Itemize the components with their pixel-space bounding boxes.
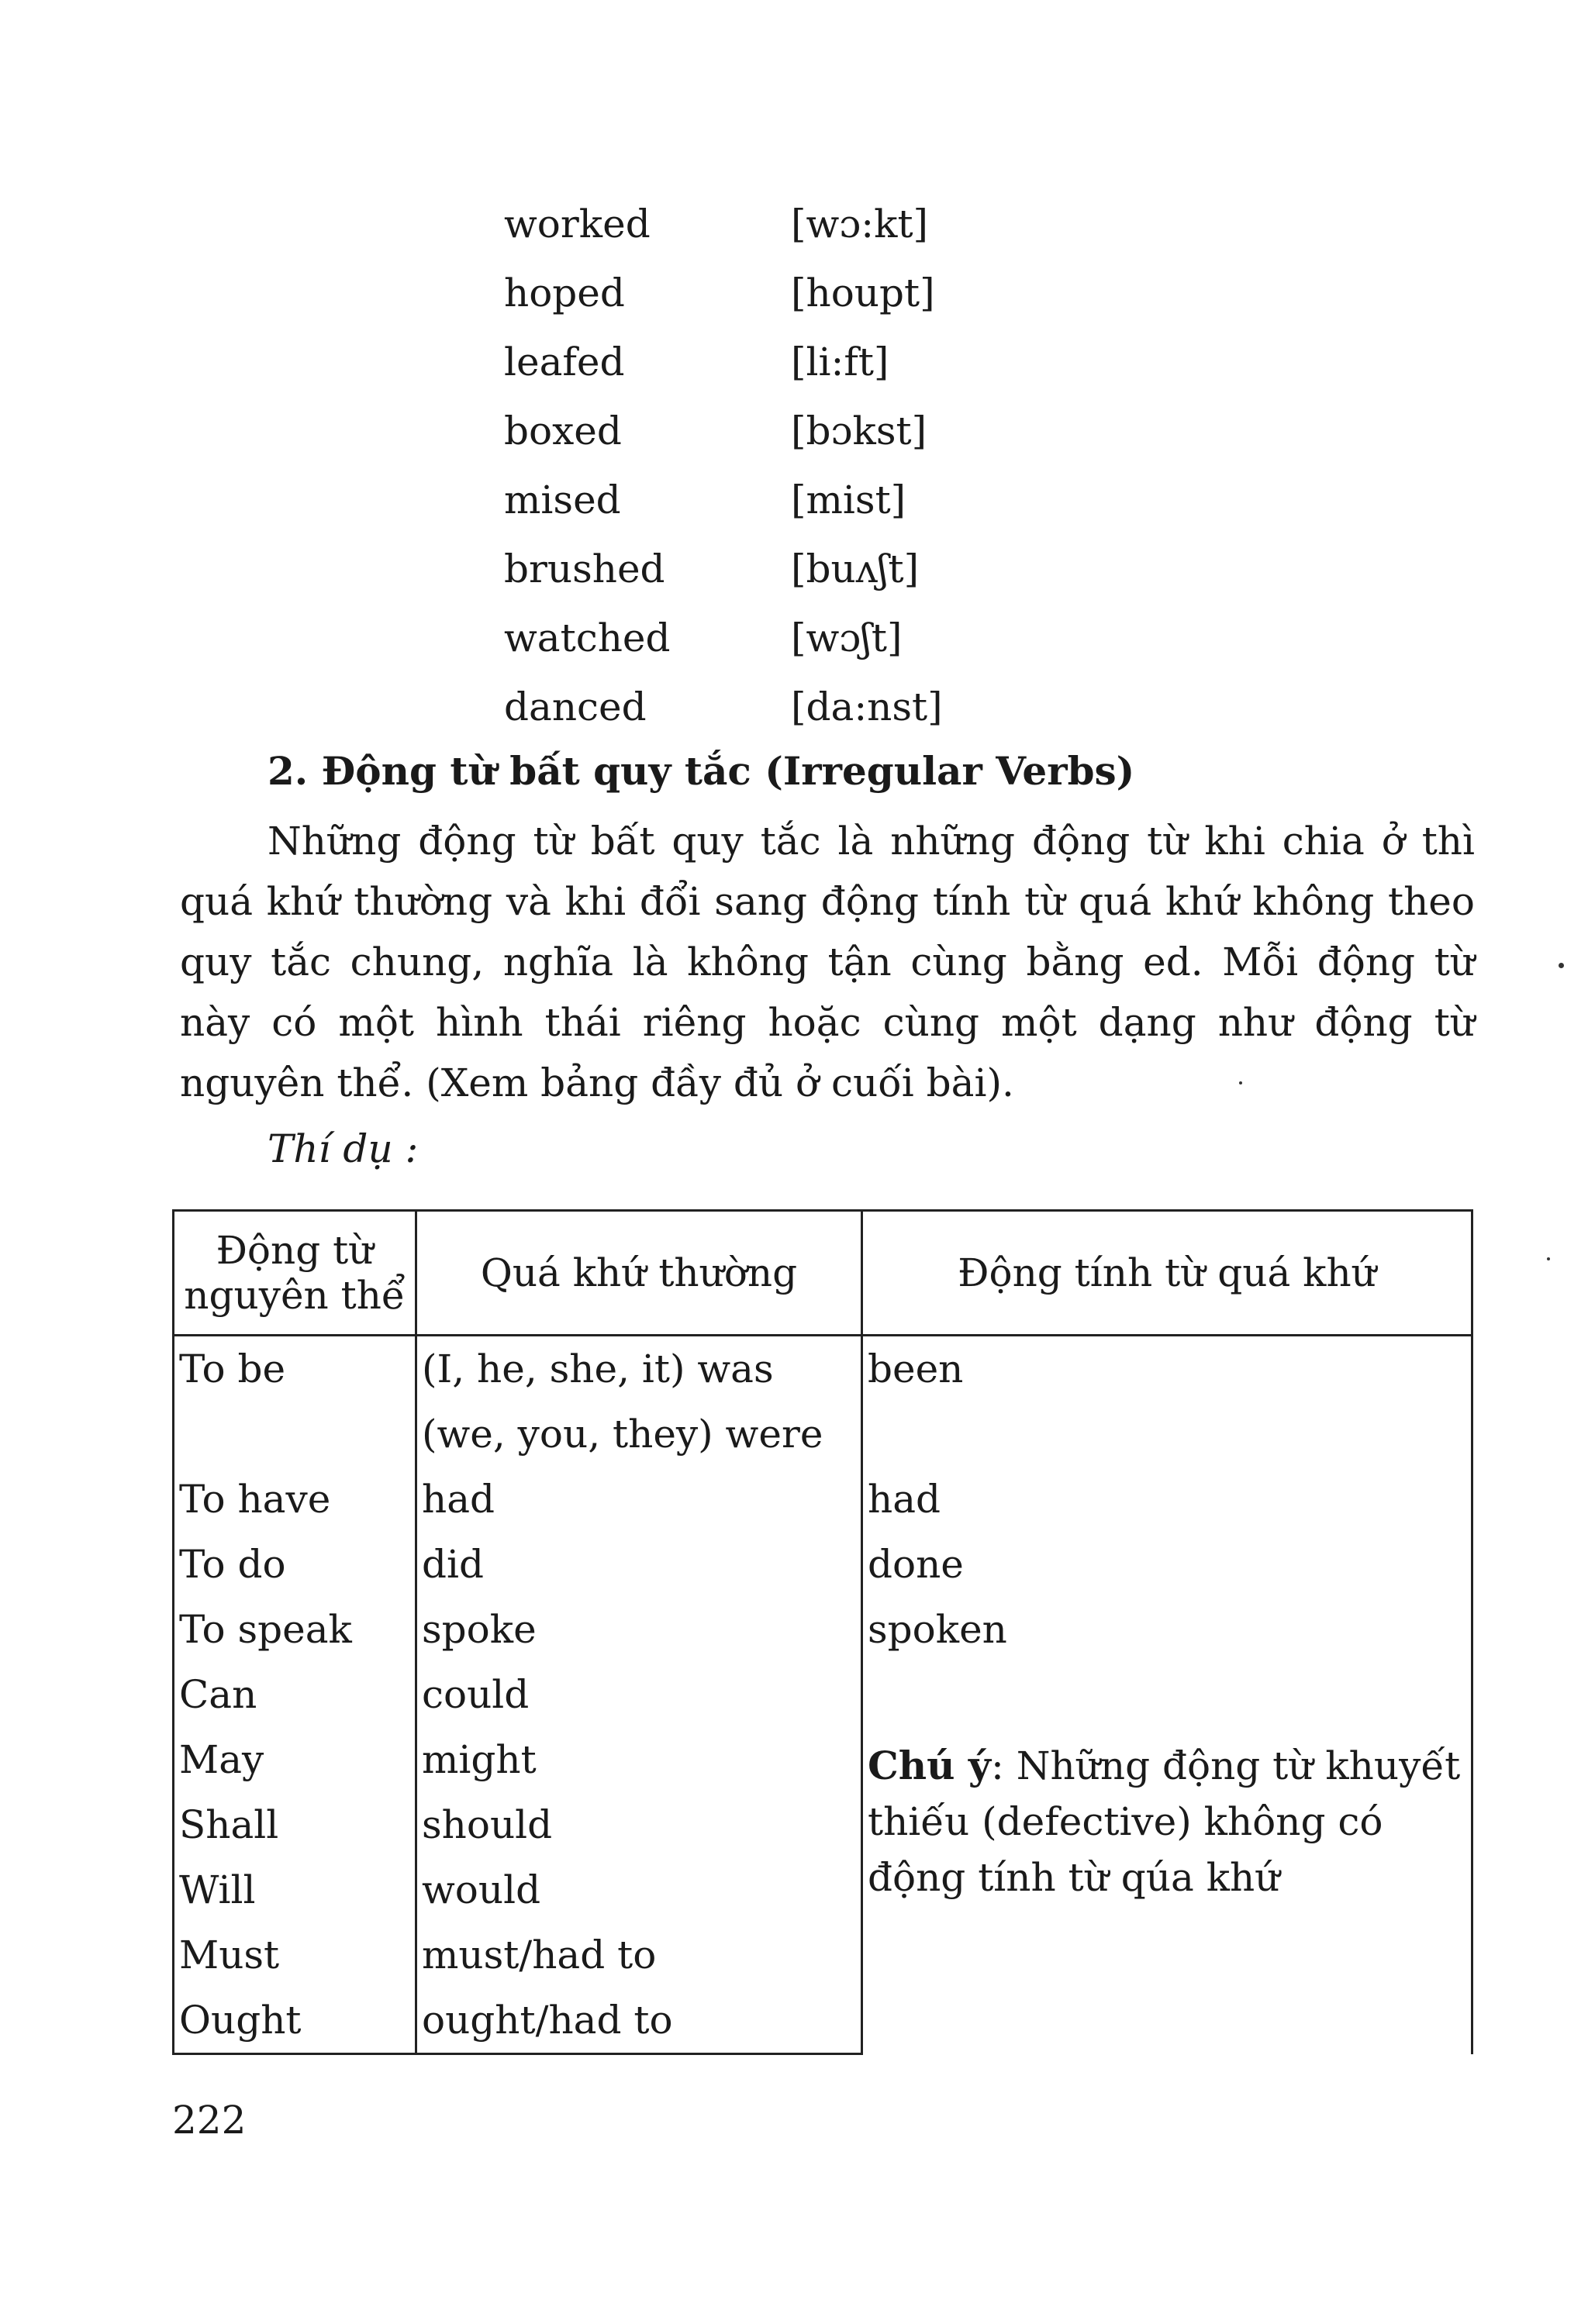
pronunciation-word: watched (504, 615, 671, 660)
pronunciation-ipa: [li:ft] (791, 340, 889, 384)
cell-participle: been (862, 1336, 1472, 1402)
pronunciation-ipa: [mist] (791, 478, 906, 522)
note-text: : Những động từ khuyết thiếu (defective) không có động tính từ qúa khứ (868, 1743, 1461, 1900)
table-row (174, 1662, 1472, 1727)
cell-infinitive: May (174, 1727, 416, 1792)
header-infinitive: Động từ nguyên thể (174, 1211, 416, 1336)
table-row (174, 1532, 1472, 1597)
cell-past: (we, you, they) were (416, 1402, 862, 1467)
example-label: Thí dụ : (268, 1126, 419, 1171)
note-label: Chú ý (868, 1743, 991, 1788)
pronunciation-word: leafed (504, 340, 625, 384)
pronunciation-row (504, 535, 1047, 604)
table-row (174, 1467, 1472, 1532)
pronunciation-row (504, 466, 1047, 535)
cell-infinitive: To speak (174, 1597, 416, 1662)
cell-infinitive: Can (174, 1662, 416, 1727)
pronunciation-ipa: [houpt] (791, 271, 935, 315)
body-paragraph: Những động từ bất quy tắc là những động từ khi chia ở thì quá khứ thường và khi đổi sang động tính từ quá khứ không theo quy tắc chung, nghĩa là không tận cùng bằng ed. Mỗi động từ này có một hình thái riêng hoặc cùng một dạng như động từ nguyên thể. (Xem bảng đầy đủ ở cuối bài). (180, 819, 1475, 1105)
pronunciation-word: worked (504, 202, 651, 247)
table-row (174, 1727, 1472, 1792)
cell-infinitive: Must (174, 1922, 416, 1988)
pronunciation-word: danced (504, 684, 647, 729)
cell-participle: had (862, 1467, 1472, 1532)
cell-past: (I, he, she, it) was (416, 1336, 862, 1402)
cell-past: had (416, 1467, 862, 1532)
pronunciation-ipa: [bɔkst] (791, 409, 927, 453)
cell-infinitive: To do (174, 1532, 416, 1597)
pronunciation-word: mised (504, 478, 621, 522)
cell-past: must/had to (416, 1922, 862, 1988)
cell-infinitive: To have (174, 1467, 416, 1532)
cell-participle: done (862, 1532, 1472, 1597)
pronunciation-word: boxed (504, 409, 622, 453)
cell-infinitive: Will (174, 1857, 416, 1922)
cell-past: did (416, 1532, 862, 1597)
cell-past: ought/had to (416, 1988, 862, 2054)
pronunciation-ipa: [wɔ:kt] (791, 202, 929, 247)
pronunciation-ipa: [buʌʃt] (791, 547, 920, 591)
table-row (174, 1402, 1472, 1467)
pronunciation-row (504, 604, 1047, 673)
pronunciation-word: hoped (504, 271, 625, 315)
pronunciation-row (504, 259, 1047, 328)
pronunciation-row (504, 328, 1047, 397)
cell-infinitive: Shall (174, 1792, 416, 1857)
cell-past: could (416, 1662, 862, 1727)
irregular-verbs-table (172, 1209, 1473, 2055)
pronunciation-ipa: [wɔʃt] (791, 615, 903, 660)
header-past-simple: Quá khứ thường (416, 1211, 862, 1336)
cell-infinitive: Ought (174, 1988, 416, 2054)
pronunciation-list (504, 190, 1047, 742)
pronunciation-word: brushed (504, 547, 665, 591)
cell-participle: spoken (862, 1597, 1472, 1662)
cell-participle (862, 1402, 1472, 1467)
cell-past: spoke (416, 1597, 862, 1662)
cell-infinitive (174, 1402, 416, 1467)
scan-speck (1559, 963, 1564, 968)
table-header-row (174, 1211, 1472, 1336)
table-row (174, 1336, 1472, 1402)
pronunciation-row (504, 190, 1047, 259)
cell-past: would (416, 1857, 862, 1922)
pronunciation-ipa: [da:nst] (791, 684, 943, 729)
cell-participle (862, 1662, 1472, 1727)
scan-speck (1239, 1081, 1242, 1084)
header-past-participle: Động tính từ quá khứ (862, 1211, 1472, 1336)
pronunciation-row (504, 397, 1047, 466)
cell-past: might (416, 1727, 862, 1792)
scan-speck (1547, 1257, 1550, 1260)
defective-verbs-note (862, 1727, 1472, 2054)
table-row (174, 1597, 1472, 1662)
cell-infinitive: To be (174, 1336, 416, 1402)
page-number: 222 (172, 2098, 247, 2143)
section-title: 2. Động từ bất quy tắc (Irregular Verbs) (268, 748, 1135, 794)
cell-past: should (416, 1792, 862, 1857)
pronunciation-row (504, 673, 1047, 742)
